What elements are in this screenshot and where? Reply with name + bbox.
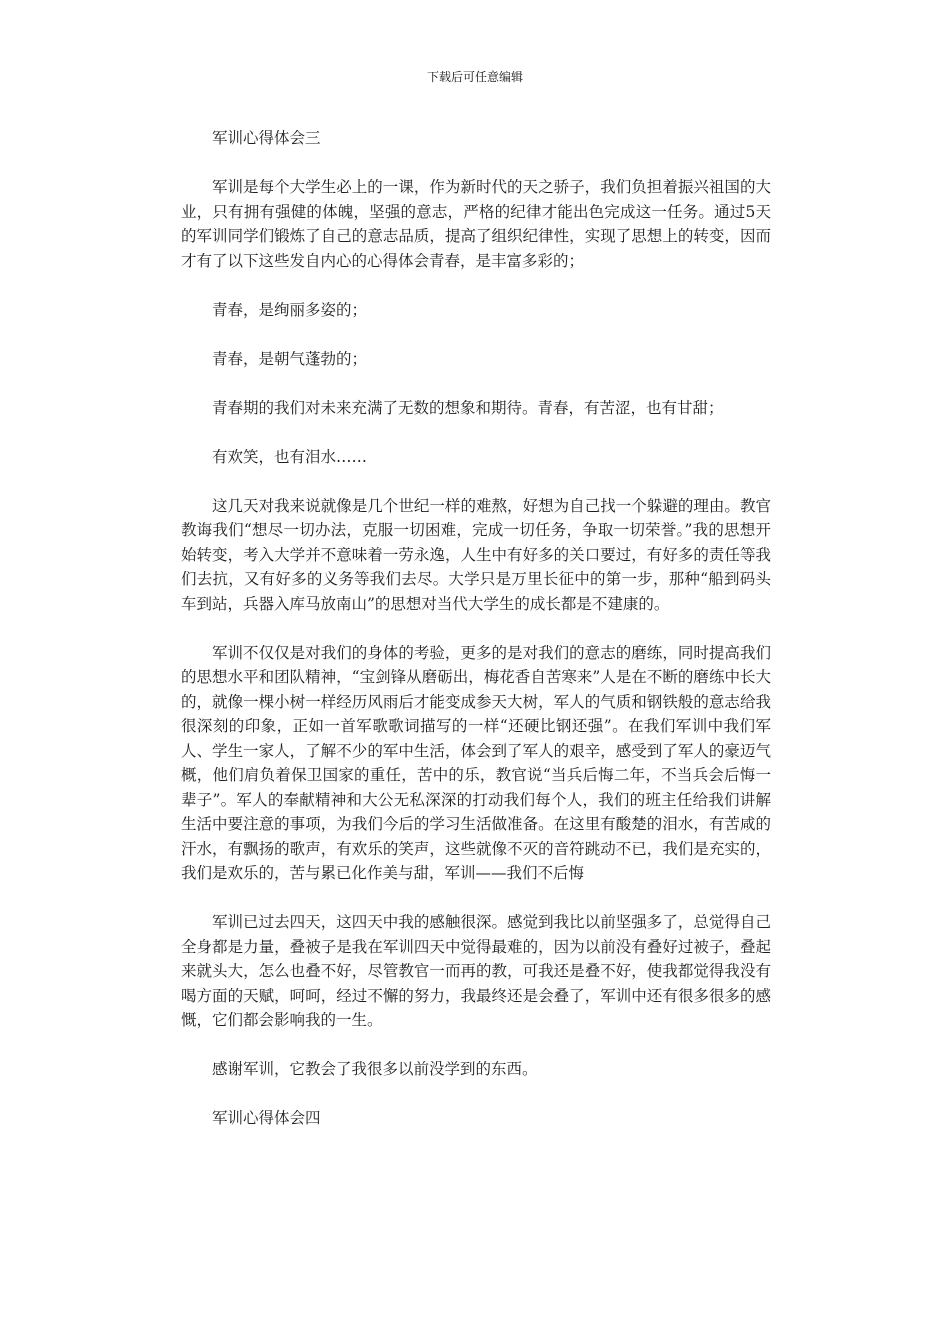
- paragraph: 有欢笑，也有泪水……: [212, 447, 368, 466]
- section-title: 军训心得体会四: [212, 1109, 321, 1127]
- paragraph: 军训不仅仅是对我们的身体的考验，更多的是对我们的意志的磨练，同时提高我们的思想水平和团队精神，“宝剑锋从磨砺出，梅花香自苦寒来”人是在不断的磨练中长大的，就像一棵小树一样经历风雨后才能变成参天大树，军人的气质和钢铁般的意志给我很深刻的印象，正如一首军歌歌词描写的一样“还硬比钢还强”。在我们军训中我们军人、学生一家人，了解不少的军中生活，体会到了军人的艰辛，感受到了军人的豪迈气概，他们肩负着保卫国家的重任，苦中的乐，教官说“当兵后悔二年，不当兵会后悔一辈子”。军人的奉献精神和大公无私深深的打动我们每个人，我们的班主任给我们讲解生活中要注意的事项，为我们今后的学习生活做准备。在这里有酸楚的泪水，有苦咸的汗水，有飘扬的歌声，有欢乐的笑声，这些就像不灭的音符跳动不已，我们是充实的，我们是欢乐的，苦与累已化作美与甜，军训——我们不后悔: [181, 643, 771, 882]
- section-title: 军训心得体会三: [212, 129, 321, 147]
- paragraph: 青春期的我们对未来充满了无数的想象和期待。青春，有苦涩，也有甘甜；: [212, 398, 724, 417]
- paragraph: 青春，是朝气蓬勃的；: [212, 349, 368, 368]
- paragraph: 军训是每个大学生必上的一课，作为新时代的天之骄子，我们负担着振兴祖国的大业，只有拥有强健的体魄，坚强的意志，严格的纪律才能出色完成这一任务。通过5天的军训同学们锻炼了自己的意志品质，提高了组织纪律性，实现了思想上的转变，因而才有了以下这些发自内心的心得体会青春，是丰富多彩的；: [181, 178, 771, 270]
- document-body: [181, 126, 771, 1155]
- paragraph: 青春，是绚丽多姿的；: [212, 300, 368, 319]
- paragraph: 感谢军训，它教会了我很多以前没学到的东西。: [212, 1060, 538, 1078]
- paragraph: 军训已过去四天，这四天中我的感触很深。感觉到我比以前坚强多了，总觉得自己全身都是力量，叠被子是我在军训四天中觉得最难的，因为以前没有叠好过被子，叠起来就头大，怎么也叠不好，尽管教官一而再的教，可我还是叠不好，使我都觉得我没有喝方面的天赋，呵呵，经过不懈的努力，我最终还是会叠了，军训中还有很多很多的感慨，它们都会影响我的一生。: [181, 913, 771, 1029]
- page-header-note: 下载后可任意编辑: [426, 70, 523, 84]
- paragraph: 这几天对我来说就像是几个世纪一样的难熬，好想为自己找一个躲避的理由。教官教诲我们“想尽一切办法，克服一切困难，完成一切任务，争取一切荣誉。”我的思想开始转变，考入大学并不意味着一劳永逸，人生中有好多的关口要过，有好多的责任等我们去抗，又有好多的义务等我们去尽。大学只是万里长征中的第一步，那种“船到码头车到站，兵器入库马放南山”的思想对当代大学生的成长都是不建康的。: [181, 496, 771, 613]
